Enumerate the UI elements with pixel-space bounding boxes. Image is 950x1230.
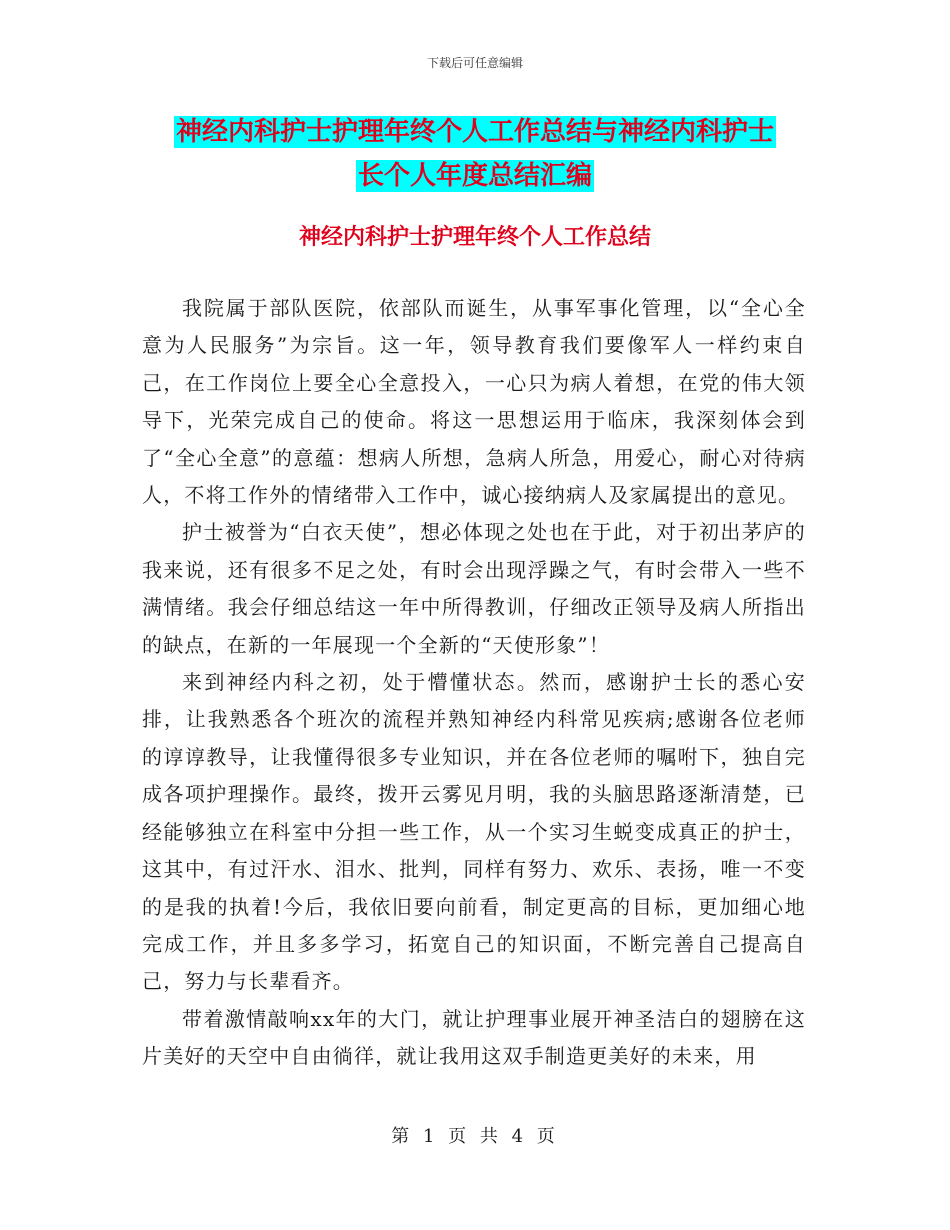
paragraph: 来到神经内科之初，处于懵懂状态。然而，感谢护士长的悉心安排，让我熟悉各个班次的流程并熟知神经内科常见疾病;感谢各位老师的谆谆教导，让我懂得很多专业知识，并在各位老师的嘱咐下，独自完成各项护理操作。最终，拨开云雾见月明，我的头脑思路逐渐清楚，已经能够独立在科室中分担一些工作，从一个实习生蜕变成真正的护士，这其中，有过汗水、泪水、批判，同样有努力、欢乐、表扬，唯一不变的是我的执着!今后，我依旧要向前看，制定更高的目标，更加细心地完成工作，并且多多学习，拓宽自己的知识面，不断完善自己提高自己，努力与长辈看齐。: [142, 670, 806, 994]
document-title-line-2: 长个人年度总结汇编: [357, 161, 592, 191]
paragraph: 带着激情敲响xx年的大门，就让护理事业展开神圣洁白的翅膀在这片美好的天空中自由徜徉，就让我用这双手制造更美好的未来，用: [142, 1006, 806, 1069]
paragraph: 护士被誉为“白衣天使”，想必体现之处也在于此，对于初出茅庐的我来说，还有很多不足之处，有时会出现浮躁之气，有时会带入一些不满情绪。我会仔细总结这一年中所得教训，仔细改正领导及病人所指出的缺点，在新的一年展现一个全新的“天使形象”！: [142, 520, 806, 657]
header-note: 下载后可任意编辑: [426, 56, 523, 70]
document-title-line-1: 神经内科护士护理年终个人工作总结与神经内科护士: [175, 117, 774, 147]
page-footer: 第 1 页 共 4 页: [391, 1126, 559, 1147]
section-title: 神经内科护士护理年终个人工作总结: [298, 225, 651, 250]
document-title: [0, 110, 950, 198]
body-text: [142, 290, 806, 1076]
paragraph: 我院属于部队医院，依部队而诞生，从事军事化管理，以“全心全意为人民服务”为宗旨。这一年，领导教育我们要像军人一样约束自己，在工作岗位上要全心全意投入，一心只为病人着想，在党的伟大领导下，光荣完成自己的使命。将这一思想运用于临床，我深刻体会到了“全心全意”的意蕴：想病人所想，急病人所急，用爱心，耐心对待病人，不将工作外的情绪带入工作中，诚心接纳病人及家属提出的意见。: [142, 296, 806, 508]
